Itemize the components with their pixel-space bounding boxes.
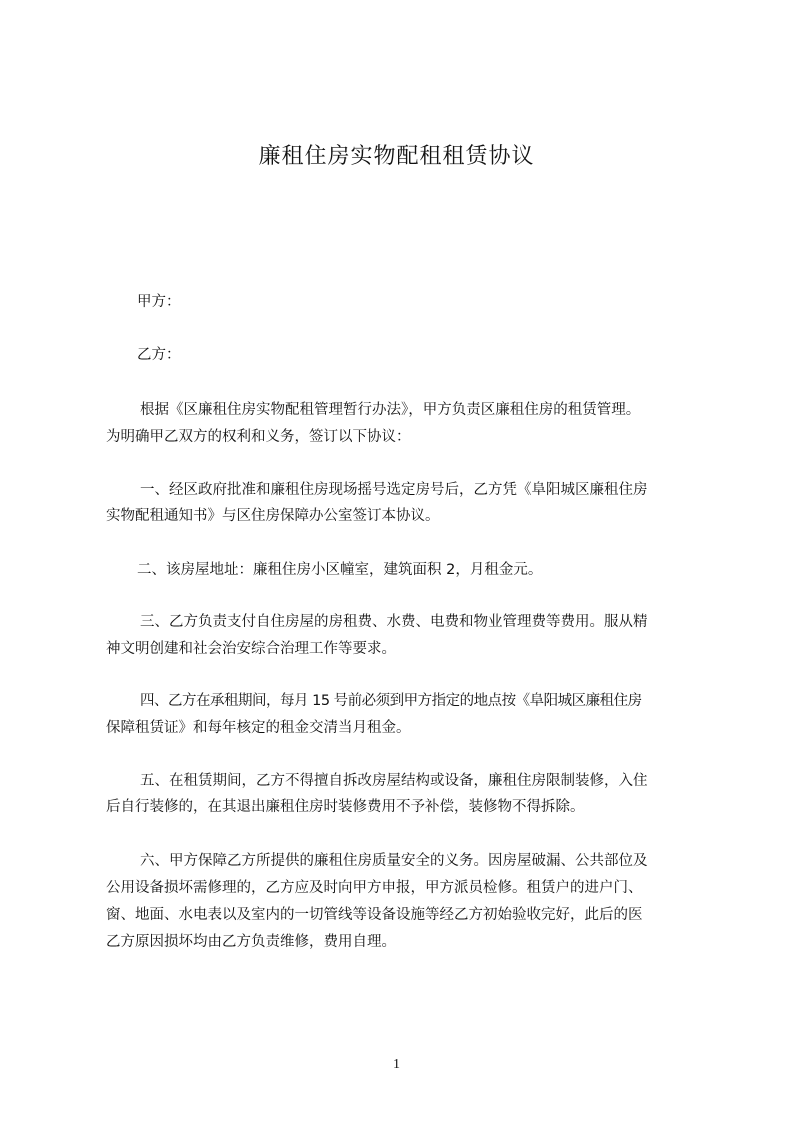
clause-6-line-3: 窗、地面、水电表以及室内的一切管线等设备设施等经乙方初始验收完好，此后的医 <box>106 907 643 923</box>
clause-6-line-4: 乙方原因损坏均由乙方负责维修，费用自理。 <box>106 934 396 950</box>
page-number: 1 <box>393 1057 400 1072</box>
clause-3-line-1: 三、乙方负责支付自住房屋的房租费、水费、电费和物业管理费等费用。服从精 <box>140 614 648 630</box>
clause-6-line-1: 六、甲方保障乙方所提供的廉租住房质量安全的义务。因房屋破漏、公共部位及 <box>140 853 648 869</box>
clause-5-line-1: 五、在租赁期间，乙方不得擅自拆改房屋结构或设备，廉租住房限制装修，入住 <box>140 773 648 789</box>
party-a-label: 甲方： <box>137 294 181 310</box>
document-title: 廉租住房实物配租租赁协议 <box>258 144 535 169</box>
clause-2-line-1: 二、该房屋地址：廉租住房小区幢室，建筑面积 2，月租金元。 <box>137 562 543 578</box>
preamble-line-2: 为明确甲乙双方的权利和义务，签订以下协议： <box>106 429 411 445</box>
clause-4-line-2: 保障租赁证》和每年核定的租金交清当月租金。 <box>106 720 411 736</box>
party-b-label: 乙方： <box>137 347 181 363</box>
clause-4-line-1: 四、乙方在承租期间，每月 15 号前必须到甲方指定的地点按《阜阳城区廉租住房 <box>140 693 642 709</box>
clause-3-line-2: 神文明创建和社会治安综合治理工作等要求。 <box>106 641 396 657</box>
clause-5-line-2: 后自行装修的，在其退出廉租住房时装修费用不予补偿，装修物不得拆除。 <box>106 799 585 815</box>
clause-6-line-2: 公用设备损坏需修理的，乙方应及时向甲方申报，甲方派员检修。租赁户的进户门、 <box>106 880 643 896</box>
clause-1-line-2: 实物配租通知书》与区住房保障办公室签订本协议。 <box>106 508 440 524</box>
preamble-line-1: 根据《区廉租住房实物配租管理暂行办法》，甲方负责区廉租住房的租赁管理。 <box>140 402 641 418</box>
clause-1-line-1: 一、经区政府批准和廉租住房现场摇号选定房号后，乙方凭《阜阳城区廉租住房 <box>140 482 648 498</box>
